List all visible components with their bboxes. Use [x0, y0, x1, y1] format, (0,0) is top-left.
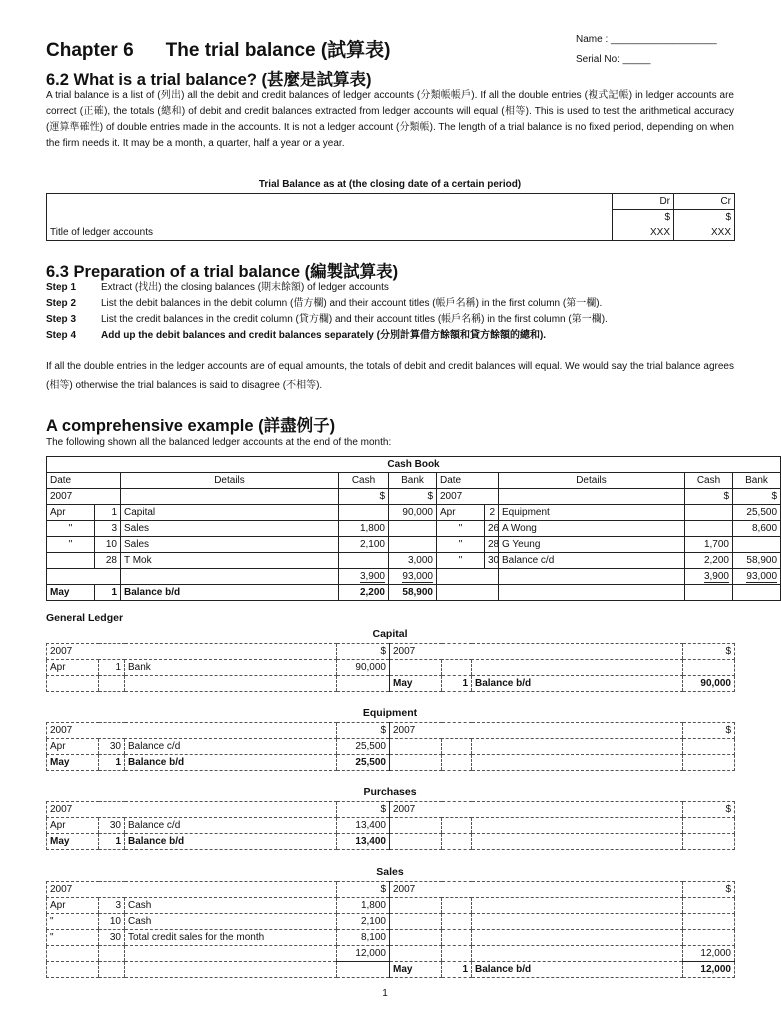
year-row: 2007 $ 2007 $: [47, 723, 735, 739]
table-row: Apr 1 Bank 90,000: [47, 660, 735, 676]
ledger-title-purchases: Purchases: [363, 786, 417, 798]
chapter-label: Chapter 6: [46, 40, 134, 61]
step-row: Step 1 Extract (找出) the closing balances (期末餘額) of ledger accounts: [46, 282, 389, 293]
balance-bd-row: May 1 Balance b/d 90,000: [47, 676, 735, 692]
year-row: 2007 $ 2007 $: [47, 882, 735, 898]
example-intro: The following shown all the balanced ledger accounts at the end of the month:: [46, 437, 392, 448]
section-6-2-title: 6.2 What is a trial balance? (甚麼是試算表): [46, 71, 372, 89]
chapter-title: [46, 35, 391, 62]
tb-cr-dollar: $: [674, 210, 735, 226]
table-row: Apr 30 Balance c/d 13,400: [47, 818, 735, 834]
tb-cr-xxx: XXX: [674, 225, 735, 241]
steps-list: [46, 280, 734, 344]
table-row: Apr 1 Capital 90,000 Apr 2 Equipment 25,500: [47, 505, 781, 521]
cash-book-header: Date Details Cash Bank Date Details Cash Bank: [47, 473, 781, 489]
step-row: Step 2 List the debit balances in the debit column (借方欄) and their account titles (帳戶名稱) in the first column (第一欄).: [46, 298, 603, 309]
cash-book-table: [46, 456, 781, 601]
trial-balance-table: [46, 193, 735, 241]
table-row: " 10 Cash 2,100: [47, 914, 735, 930]
student-info: [576, 30, 726, 70]
balance-bd-row: May 1 Balance b/d 25,500: [47, 755, 735, 771]
section-6-3-title: 6.3 Preparation of a trial balance (編製試算表): [46, 263, 399, 281]
tb-blank: [47, 194, 613, 210]
table-row: 28 T Mok 3,000 " 30 Balance c/d 2,200 58,900: [47, 553, 781, 569]
balance-bd-row: May 1 Balance b/d 2,200 58,900: [47, 585, 781, 601]
section-6-3-paragraph: If all the double entries in the ledger accounts are of equal amounts, the totals of debit and credit balances will equal. We would say the trial balance agrees (相等) otherwise the trial balances is said to disagree (不相等).: [46, 361, 734, 391]
tb-dr-dollar: $: [613, 210, 674, 226]
name-field[interactable]: Name : ___________________: [576, 34, 717, 45]
serial-field[interactable]: Serial No: _____: [576, 54, 651, 65]
year-row: 2007 $ 2007 $: [47, 802, 735, 818]
table-row: 2007 $ $ 2007 $ $: [47, 489, 781, 505]
section-6-2-paragraph: A trial balance is a list of (列出) all the debit and credit balances of ledger accounts (分類帳帳戶). If all the double entries (複式記帳) in ledger accounts are correct (正確), the totals (總和) of debit and credit balances extracted from ledger accounts will equal (相等). This is used to test the arithmetical accuracy (運算準確性) of double entries made in the accounts. It is not a ledger account (分類帳). The length of a trial balance is no fixed period, depending on when the firm needs it. It may be a month, a quarter, half a year or a year.: [46, 90, 734, 149]
ledger-equipment: [46, 722, 735, 771]
chapter-name: The trial balance (試算表): [165, 40, 391, 61]
table-row: " 3 Sales 1,800 " 26 A Wong 8,600: [47, 521, 781, 537]
table-row: Apr 3 Cash 1,800: [47, 898, 735, 914]
example-title: A comprehensive example (詳盡例子): [46, 417, 336, 435]
trial-balance-caption: Trial Balance as at (the closing date of a certain period): [258, 179, 522, 190]
balance-bd-row: May 1 Balance b/d 12,000: [47, 962, 735, 978]
step-row: Step 3 List the credit balances in the credit column (貸方欄) and their account titles (帳戶名稱) in the first column (第一欄).: [46, 314, 608, 325]
balance-bd-row: May 1 Balance b/d 13,400: [47, 834, 735, 850]
page-number: 1: [382, 988, 388, 999]
step-row: Step 4 Add up the debit balances and credit balances separately (分別計算借方餘額和貸方餘額的總和).: [46, 330, 547, 341]
ledger-title-capital: Capital: [372, 628, 408, 640]
cash-book-title: Cash Book: [47, 457, 781, 473]
table-row: Apr 30 Balance c/d 25,500: [47, 739, 735, 755]
year-row: 2007 $ 2007 $: [47, 644, 735, 660]
ledger-sales: [46, 881, 735, 978]
ledger-title-sales: Sales: [376, 866, 404, 878]
ledger-title-equipment: Equipment: [362, 707, 418, 719]
totals-row: 12,000 12,000: [47, 946, 735, 962]
table-row: " 10 Sales 2,100 " 28 G Yeung 1,700: [47, 537, 781, 553]
ledger-capital: [46, 643, 735, 692]
table-row: " 30 Total credit sales for the month 8,100: [47, 930, 735, 946]
totals-row: 3,900 93,000 3,900 93,000: [47, 569, 781, 585]
tb-dr-header: Dr: [613, 194, 674, 210]
tb-cr-header: Cr: [674, 194, 735, 210]
tb-row-label: Title of ledger accounts: [47, 225, 613, 241]
ledger-purchases: [46, 801, 735, 850]
general-ledger-title: General Ledger: [46, 612, 124, 624]
tb-dr-xxx: XXX: [613, 225, 674, 241]
